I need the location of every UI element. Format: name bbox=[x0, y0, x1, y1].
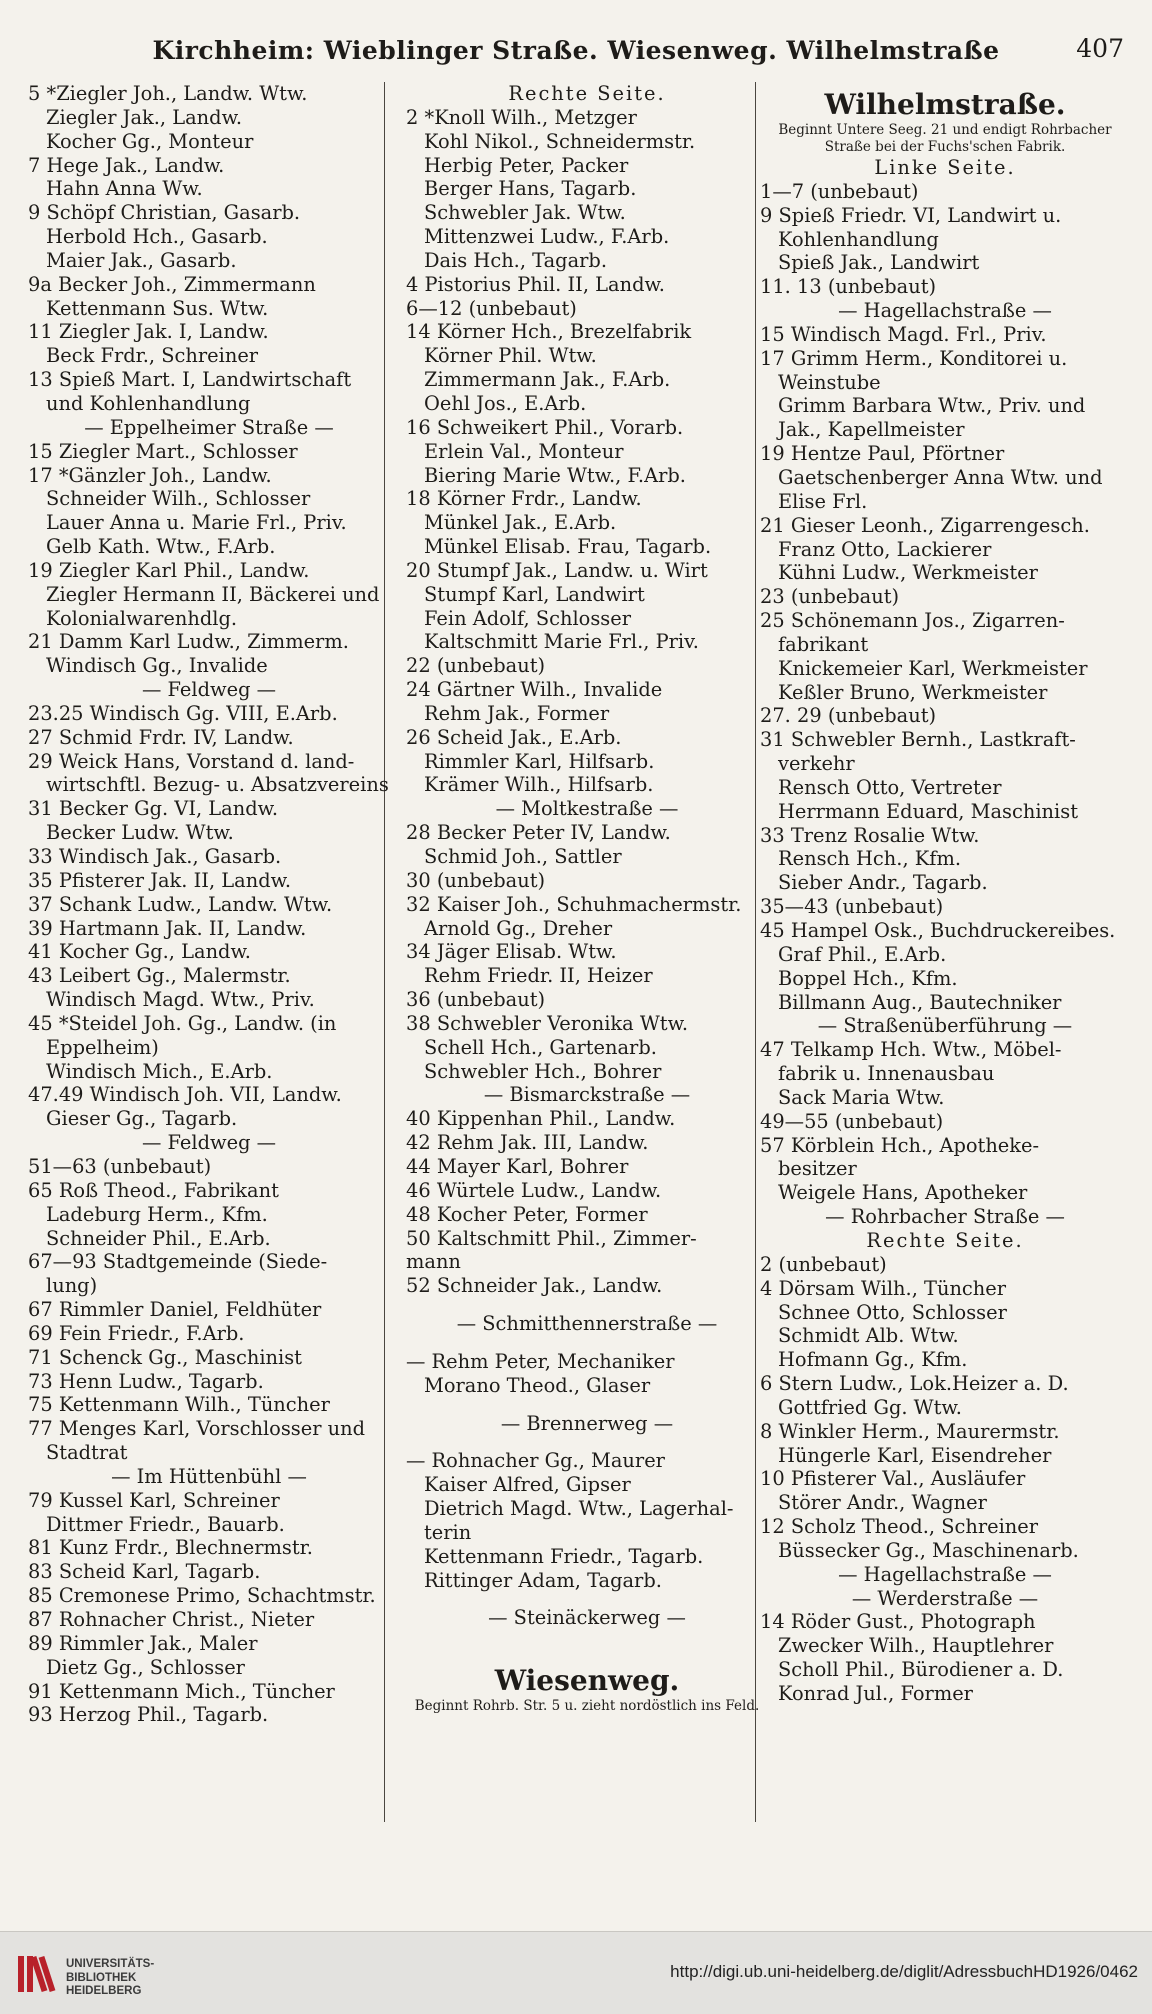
street-side-label: Linke Seite. bbox=[874, 156, 1016, 179]
address-entry: 19 Hentze Paul, Pförtner bbox=[760, 442, 1005, 466]
address-entry: 6—12 (unbebaut) bbox=[406, 296, 577, 320]
resident-entry: Kettenmann Sus. Wtw. bbox=[46, 296, 269, 320]
address-entry: 16 Schweikert Phil., Vorarb. bbox=[406, 415, 684, 439]
address-entry: 40 Kippenhan Phil., Landw. bbox=[406, 1107, 676, 1131]
street-side-label: Rechte Seite. bbox=[508, 82, 666, 105]
address-entry: 50 Kaltschmitt Phil., Zimmer- bbox=[406, 1226, 697, 1250]
address-entry: 24 Gärtner Wilh., Invalide bbox=[406, 678, 663, 702]
address-entry: 1—7 (unbebaut) bbox=[760, 179, 919, 203]
address-entry: — Rohnacher Gg., Maurer bbox=[406, 1449, 665, 1473]
resident-entry: Boppel Hch., Kfm. bbox=[778, 966, 958, 990]
resident-entry: Kohlenhandlung bbox=[778, 227, 939, 251]
address-entry: 11. 13 (unbebaut) bbox=[760, 275, 937, 299]
address-entry: 81 Kunz Frdr., Blechnermstr. bbox=[28, 1536, 313, 1560]
address-entry: 21 Damm Karl Ludw., Zimmerm. bbox=[28, 630, 349, 654]
page-header bbox=[0, 30, 1152, 70]
address-entry: 6 Stern Ludw., Lok.Heizer a. D. bbox=[760, 1372, 1069, 1396]
resident-entry: Keßler Bruno, Werkmeister bbox=[778, 680, 1048, 704]
cross-street-separator: — Moltkestraße — bbox=[495, 797, 679, 821]
resident-entry: Hüngerle Karl, Eisendreher bbox=[778, 1443, 1052, 1467]
address-entry: 49—55 (unbebaut) bbox=[760, 1109, 944, 1133]
resident-entry: Konrad Jul., Former bbox=[778, 1682, 973, 1705]
resident-entry: Kolonialwarenhdlg. bbox=[46, 606, 238, 630]
resident-entry: Kettenmann Friedr., Tagarb. bbox=[424, 1544, 704, 1568]
spacer bbox=[406, 1435, 768, 1449]
address-entry: 47.49 Windisch Joh. VII, Landw. bbox=[28, 1083, 342, 1107]
resident-entry: Eppelheim) bbox=[46, 1035, 159, 1059]
address-entry: 39 Hartmann Jak. II, Landw. bbox=[28, 916, 307, 940]
address-entry: 15 Ziegler Mart., Schlosser bbox=[28, 439, 298, 463]
resident-entry: Gelb Kath. Wtw., F.Arb. bbox=[46, 535, 276, 559]
resident-entry: Grimm Barbara Wtw., Priv. und bbox=[778, 394, 1086, 418]
address-entry: 33 Windisch Jak., Gasarb. bbox=[28, 845, 282, 868]
resident-entry: Schmid Joh., Sattler bbox=[424, 845, 622, 868]
address-entry: 46 Würtele Ludw., Landw. bbox=[406, 1178, 662, 1202]
resident-entry: Billmann Aug., Bautechniker bbox=[778, 990, 1062, 1014]
logo-line: BIBLIOTHEK bbox=[66, 1971, 137, 1984]
address-entry: 47 Telkamp Hch. Wtw., Möbel- bbox=[760, 1038, 1062, 1062]
address-entry: 12 Scholz Theod., Schreiner bbox=[760, 1515, 1039, 1539]
directory-columns bbox=[20, 82, 1132, 1797]
resident-entry: wirtschftl. Bezug- u. Absatzvereins bbox=[46, 773, 389, 797]
address-entry: 67—93 Stadtgemeinde (Siede- bbox=[28, 1250, 328, 1274]
address-entry: 36 (unbebaut) bbox=[406, 988, 546, 1012]
resident-entry: Büssecker Gg., Maschinenarb. bbox=[778, 1538, 1079, 1562]
library-logo-text bbox=[66, 1958, 154, 1999]
spacer bbox=[406, 1298, 768, 1312]
address-entry: 14 Röder Gust., Photograph bbox=[760, 1610, 1036, 1634]
resident-entry: Herrmann Eduard, Maschinist bbox=[778, 799, 1078, 823]
resident-entry: Windisch Magd. Wtw., Priv. bbox=[46, 988, 315, 1012]
address-entry: 51—63 (unbebaut) bbox=[28, 1154, 212, 1178]
resident-entry: Hofmann Gg., Kfm. bbox=[778, 1348, 968, 1372]
resident-entry: Herbig Peter, Packer bbox=[424, 153, 629, 177]
resident-entry: Hahn Anna Ww. bbox=[46, 177, 203, 201]
resident-entry: lung) bbox=[46, 1274, 98, 1298]
resident-entry: besitzer bbox=[778, 1157, 857, 1181]
resident-entry: Ziegler Hermann II, Bäckerei und bbox=[46, 582, 380, 606]
resident-entry: Windisch Mich., E.Arb. bbox=[46, 1059, 273, 1083]
address-entry: 21 Gieser Leonh., Zigarrengesch. bbox=[760, 513, 1090, 537]
address-entry: 93 Herzog Phil., Tagarb. bbox=[28, 1703, 269, 1727]
resident-entry: Dietz Gg., Schlosser bbox=[46, 1655, 245, 1679]
address-entry: 9a Becker Joh., Zimmermann bbox=[28, 272, 316, 296]
spacer bbox=[406, 1398, 768, 1412]
cross-street-separator: — Werderstraße — bbox=[851, 1586, 1039, 1610]
resident-entry: Dietrich Magd. Wtw., Lagerhal- bbox=[424, 1497, 734, 1521]
resident-entry: Beck Frdr., Schreiner bbox=[46, 344, 259, 368]
cross-street-separator: — Im Hüttenbühl — bbox=[111, 1464, 307, 1488]
resident-entry: Schneider Phil., E.Arb. bbox=[46, 1226, 271, 1250]
resident-entry: Becker Ludw. Wtw. bbox=[46, 821, 234, 845]
resident-entry: Störer Andr., Wagner bbox=[778, 1491, 987, 1515]
street-heading: Wiesenweg. bbox=[494, 1664, 680, 1698]
cross-street-separator: — Bismarckstraße — bbox=[483, 1083, 691, 1107]
spacer bbox=[406, 1592, 768, 1606]
resident-entry: Jak., Kapellmeister bbox=[778, 418, 965, 442]
address-entry: 23 (unbebaut) bbox=[760, 585, 900, 609]
resident-entry: Schwebler Hch., Bohrer bbox=[424, 1059, 662, 1083]
resident-entry: Dittmer Friedr., Bauarb. bbox=[46, 1512, 285, 1536]
resident-entry: Herbold Hch., Gasarb. bbox=[46, 225, 268, 249]
address-entry: 83 Scheid Karl, Tagarb. bbox=[28, 1560, 261, 1584]
resident-entry: Kaltschmitt Marie Frl., Priv. bbox=[424, 630, 699, 654]
address-entry: mann bbox=[406, 1250, 461, 1274]
address-entry: 85 Cremonese Primo, Schachtmstr. bbox=[28, 1584, 376, 1608]
address-entry: 23.25 Windisch Gg. VIII, E.Arb. bbox=[28, 701, 338, 725]
resident-entry: Krämer Wilh., Hilfsarb. bbox=[424, 773, 654, 797]
cross-street-separator: — Hagellachstraße — bbox=[838, 299, 1052, 323]
cross-street-separator: — Steinäckerweg — bbox=[488, 1606, 686, 1630]
address-entry: 37 Schank Ludw., Landw. Wtw. bbox=[28, 892, 333, 916]
street-heading: Wilhelmstraße. bbox=[824, 88, 1066, 121]
address-entry: 77 Menges Karl, Vorschlosser und bbox=[28, 1417, 366, 1441]
address-entry: 4 Dörsam Wilh., Tüncher bbox=[760, 1276, 1007, 1300]
address-entry: 26 Scheid Jak., E.Arb. bbox=[406, 725, 622, 749]
address-entry: 73 Henn Ludw., Tagarb. bbox=[28, 1369, 264, 1393]
address-entry: 31 Becker Gg. VI, Landw. bbox=[28, 797, 279, 821]
address-entry: 10 Pfisterer Val., Ausläufer bbox=[760, 1467, 1026, 1491]
cross-street-separator: — Eppelheimer Straße — bbox=[84, 415, 334, 439]
address-entry: 11 Ziegler Jak. I, Landw. bbox=[28, 320, 269, 344]
address-entry: 42 Rehm Jak. III, Landw. bbox=[406, 1131, 649, 1155]
resident-entry: Rimmler Karl, Hilfsarb. bbox=[424, 749, 655, 773]
address-entry: 35—43 (unbebaut) bbox=[760, 895, 944, 919]
address-entry: 15 Windisch Magd. Frl., Priv. bbox=[760, 322, 1047, 346]
resident-entry: Ziegler Jak., Landw. bbox=[46, 105, 243, 129]
resident-entry: Mittenzwei Ludw., F.Arb. bbox=[424, 225, 670, 249]
address-entry: 41 Kocher Gg., Landw. bbox=[28, 940, 251, 964]
resident-entry: Maier Jak., Gasarb. bbox=[46, 248, 237, 272]
address-entry: 9 Schöpf Christian, Gasarb. bbox=[28, 201, 301, 225]
street-description: Beginnt Untere Seeg. 21 und endigt Rohrbacher Straße bei der Fuchs'schen Fabrik. bbox=[778, 122, 1112, 155]
resident-entry: Spieß Jak., Landwirt bbox=[778, 251, 980, 275]
resident-entry: verkehr bbox=[778, 752, 855, 776]
address-entry: 67 Rimmler Daniel, Feldhüter bbox=[28, 1298, 322, 1322]
address-entry: 48 Kocher Peter, Former bbox=[406, 1202, 648, 1226]
resident-entry: Schell Hch., Gartenarb. bbox=[424, 1035, 657, 1059]
address-entry: 91 Kettenmann Mich., Tüncher bbox=[28, 1679, 335, 1703]
resident-entry: Gottfried Gg. Wtw. bbox=[778, 1395, 962, 1419]
resident-entry: fabrikant bbox=[778, 632, 869, 656]
cross-street-separator: — Feldweg — bbox=[141, 678, 277, 702]
column-left bbox=[28, 82, 390, 1727]
address-entry: 27 Schmid Frdr. IV, Landw. bbox=[28, 725, 294, 749]
resident-entry: Gaetschenberger Anna Wtw. und bbox=[778, 465, 1103, 489]
address-entry: 2 *Knoll Wilh., Metzger bbox=[406, 105, 637, 129]
street-description: Beginnt Rohrb. Str. 5 u. zieht nordöstlich ins Feld. bbox=[414, 1698, 760, 1715]
spacer bbox=[406, 1336, 768, 1350]
resident-entry: Franz Otto, Lackierer bbox=[778, 537, 992, 561]
resident-entry: Elise Frl. bbox=[778, 489, 868, 513]
resident-entry: Schwebler Jak. Wtw. bbox=[424, 201, 626, 225]
address-entry: 13 Spieß Mart. I, Landwirtschaft bbox=[28, 368, 352, 392]
resident-entry: Weigele Hans, Apotheker bbox=[778, 1181, 1028, 1205]
resident-entry: terin bbox=[424, 1520, 472, 1544]
address-entry: 34 Jäger Elisab. Wtw. bbox=[406, 940, 617, 964]
resident-entry: fabrik u. Innenausbau bbox=[778, 1062, 995, 1086]
resident-entry: Rehm Friedr. II, Heizer bbox=[424, 964, 653, 988]
address-entry: 5 *Ziegler Joh., Landw. Wtw. bbox=[28, 82, 308, 105]
resident-entry: Rittinger Adam, Tagarb. bbox=[424, 1568, 662, 1592]
resident-entry: Morano Theod., Glaser bbox=[424, 1373, 651, 1397]
resident-entry: Sack Maria Wtw. bbox=[778, 1085, 945, 1109]
resident-entry: Dais Hch., Tagarb. bbox=[424, 248, 607, 272]
resident-entry: Kohl Nikol., Schneidermstr. bbox=[424, 129, 696, 153]
resident-entry: Knickemeier Karl, Werkmeister bbox=[778, 656, 1088, 680]
address-entry: 75 Kettenmann Wilh., Tüncher bbox=[28, 1393, 330, 1417]
resident-entry: Graf Phil., E.Arb. bbox=[778, 942, 947, 966]
resident-entry: Windisch Gg., Invalide bbox=[46, 654, 268, 678]
resident-entry: Schneider Wilh., Schlosser bbox=[46, 487, 311, 511]
resident-entry: Münkel Jak., E.Arb. bbox=[424, 511, 617, 535]
resident-entry: Stumpf Karl, Landwirt bbox=[424, 582, 645, 606]
address-entry: 18 Körner Frdr., Landw. bbox=[406, 487, 642, 511]
resident-entry: Kühni Ludw., Werkmeister bbox=[778, 561, 1038, 585]
university-library-logo-icon bbox=[14, 1950, 62, 1998]
address-entry: 2 (unbebaut) bbox=[760, 1252, 887, 1276]
resident-entry: Körner Phil. Wtw. bbox=[424, 344, 597, 368]
address-entry: 69 Fein Friedr., F.Arb. bbox=[28, 1321, 245, 1345]
address-entry: 31 Schwebler Bernh., Lastkraft- bbox=[760, 728, 1076, 752]
address-entry: 57 Körblein Hch., Apotheke- bbox=[760, 1133, 1040, 1157]
page-title: Kirchheim: Wieblinger Straße. Wiesenweg. Wilhelmstraße bbox=[152, 36, 1000, 65]
resident-entry: Arnold Gg., Dreher bbox=[424, 916, 613, 940]
address-entry: 32 Kaiser Joh., Schuhmachermstr. bbox=[406, 892, 742, 916]
address-entry: 87 Rohnacher Christ., Nieter bbox=[28, 1608, 315, 1631]
address-entry: 27. 29 (unbebaut) bbox=[760, 704, 937, 728]
footer-bar bbox=[0, 1931, 1152, 2014]
resident-entry: Biering Marie Wtw., F.Arb. bbox=[424, 463, 686, 487]
resident-entry: Zimmermann Jak., F.Arb. bbox=[424, 368, 671, 392]
resident-entry: Erlein Val., Monteur bbox=[424, 439, 624, 463]
address-entry: 33 Trenz Rosalie Wtw. bbox=[760, 823, 980, 847]
resident-entry: Rensch Hch., Kfm. bbox=[778, 847, 961, 871]
resident-entry: Gieser Gg., Tagarb. bbox=[46, 1107, 238, 1131]
resident-entry: Weinstube bbox=[778, 370, 881, 394]
cross-street-separator: — Schmitthennerstraße — bbox=[456, 1312, 718, 1336]
source-url-link[interactable]: http://digi.ub.uni-heidelberg.de/diglit/AdressbuchHD1926/0462 bbox=[670, 1962, 1138, 1981]
street-side-label: Rechte Seite. bbox=[866, 1228, 1024, 1252]
address-entry: 38 Schwebler Veronika Wtw. bbox=[406, 1011, 689, 1035]
cross-street-separator: — Straßenüberführung — bbox=[817, 1014, 1073, 1038]
address-entry: 7 Hege Jak., Landw. bbox=[28, 153, 225, 177]
cross-street-separator: — Brennerweg — bbox=[500, 1411, 674, 1435]
logo-line: HEIDELBERG bbox=[66, 1985, 142, 1997]
address-entry: 22 (unbebaut) bbox=[406, 654, 546, 678]
resident-entry: Kocher Gg., Monteur bbox=[46, 129, 254, 153]
address-entry: 45 *Steidel Joh. Gg., Landw. (in bbox=[28, 1011, 337, 1035]
address-entry: 4 Pistorius Phil. II, Landw. bbox=[406, 272, 665, 296]
address-entry: 89 Rimmler Jak., Maler bbox=[28, 1631, 258, 1655]
resident-entry: Kaiser Alfred, Gipser bbox=[424, 1473, 631, 1497]
address-entry: 9 Spieß Friedr. VI, Landwirt u. bbox=[760, 203, 1062, 227]
address-entry: 19 Ziegler Karl Phil., Landw. bbox=[28, 558, 310, 582]
column-middle bbox=[406, 82, 768, 1715]
address-entry: 29 Weick Hans, Vorstand d. land- bbox=[28, 749, 355, 773]
column-right bbox=[760, 82, 1130, 1706]
address-entry: 35 Pfisterer Jak. II, Landw. bbox=[28, 868, 292, 892]
address-entry: 44 Mayer Karl, Bohrer bbox=[406, 1154, 629, 1178]
address-entry: 17 Grimm Herm., Konditorei u. bbox=[760, 346, 1068, 370]
address-entry: 14 Körner Hch., Brezelfabrik bbox=[406, 320, 692, 344]
resident-entry: Rehm Jak., Former bbox=[424, 701, 610, 725]
resident-entry: Zwecker Wilh., Hauptlehrer bbox=[778, 1634, 1054, 1658]
resident-entry: Stadtrat bbox=[46, 1441, 128, 1465]
address-entry: 17 *Gänzler Joh., Landw. bbox=[28, 463, 272, 487]
resident-entry: Scholl Phil., Bürodiener a. D. bbox=[778, 1658, 1064, 1682]
address-entry: 45 Hampel Osk., Buchdruckereibes. bbox=[760, 919, 1116, 942]
cross-street-separator: — Feldweg — bbox=[141, 1131, 277, 1155]
cross-street-separator: — Rohrbacher Straße — bbox=[825, 1205, 1065, 1229]
address-entry: 28 Becker Peter IV, Landw. bbox=[406, 821, 671, 845]
address-entry: 30 (unbebaut) bbox=[406, 868, 546, 892]
address-entry: 65 Roß Theod., Fabrikant bbox=[28, 1178, 279, 1202]
address-entry: 79 Kussel Karl, Schreiner bbox=[28, 1488, 280, 1512]
logo-line: UNIVERSITÄTS- bbox=[66, 1958, 155, 1970]
address-entry: 43 Leibert Gg., Malermstr. bbox=[28, 964, 291, 988]
resident-entry: und Kohlenhandlung bbox=[46, 391, 251, 415]
resident-entry: Ladeburg Herm., Kfm. bbox=[46, 1202, 268, 1226]
resident-entry: Münkel Elisab. Frau, Tagarb. bbox=[424, 535, 712, 559]
address-entry: 8 Winkler Herm., Maurermstr. bbox=[760, 1419, 1060, 1443]
resident-entry: Lauer Anna u. Marie Frl., Priv. bbox=[46, 511, 347, 535]
resident-entry: Rensch Otto, Vertreter bbox=[778, 775, 1002, 799]
spacer bbox=[406, 1644, 768, 1658]
cross-street-separator: — Hagellachstraße — bbox=[838, 1562, 1052, 1586]
address-entry: — Rehm Peter, Mechaniker bbox=[406, 1349, 675, 1373]
resident-entry: Berger Hans, Tagarb. bbox=[424, 177, 637, 201]
resident-entry: Schnee Otto, Schlosser bbox=[778, 1300, 1007, 1324]
address-entry: 52 Schneider Jak., Landw. bbox=[406, 1274, 663, 1298]
address-entry: 20 Stumpf Jak., Landw. u. Wirt bbox=[406, 558, 708, 582]
spacer bbox=[406, 1630, 768, 1644]
resident-entry: Oehl Jos., E.Arb. bbox=[424, 391, 587, 415]
resident-entry: Sieber Andr., Tagarb. bbox=[778, 871, 988, 895]
address-entry: 71 Schenck Gg., Maschinist bbox=[28, 1345, 302, 1369]
resident-entry: Schmidt Alb. Wtw. bbox=[778, 1324, 959, 1348]
address-entry: 25 Schönemann Jos., Zigarren- bbox=[760, 609, 1065, 633]
resident-entry: Fein Adolf, Schlosser bbox=[424, 606, 631, 630]
page-number: 407 bbox=[1076, 34, 1124, 63]
